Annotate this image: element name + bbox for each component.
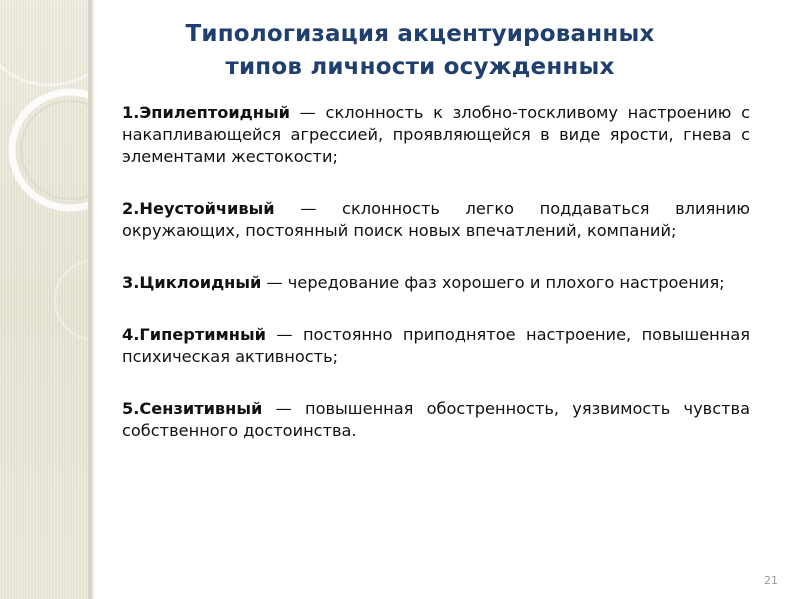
item-term: 3.Циклоидный <box>122 273 262 292</box>
list-item-cycloid <box>122 272 750 294</box>
item-description: — постоянно приподнятое настроение, повышенная психическая активность; <box>122 325 750 366</box>
decorative-circles-graphic <box>0 0 88 599</box>
sidebar-divider-highlight <box>92 0 94 599</box>
decorative-sidebar <box>0 0 88 599</box>
item-term: 5.Сензитивный <box>122 399 263 418</box>
item-term: 2.Неустойчивый <box>122 199 275 218</box>
list-item-hyperthymic <box>122 324 750 368</box>
item-term: 1.Эпилептоидный <box>122 103 290 122</box>
item-description: — чередование фаз хорошего и плохого настроения; <box>261 273 725 292</box>
page-number: 21 <box>764 574 778 587</box>
list-item-unstable <box>122 198 750 242</box>
slide-title-line-1: Типологизация акцентуированных <box>185 21 655 47</box>
item-description: — повышенная обостренность, уязвимость чувства собственного достоинства. <box>122 399 750 440</box>
slide-content <box>122 102 750 442</box>
item-description: — склонность к злобно-тоскливому настроению с накапливающейся агрессией, проявляющейся в виде ярости, гнева с элементами жестокости; <box>122 103 750 166</box>
slide-title <box>100 18 740 84</box>
item-description: — склонность легко поддаваться влиянию окружающих, постоянный поиск новых впечатлений, компаний; <box>122 199 750 240</box>
list-item-epileptoid <box>122 102 750 168</box>
item-term: 4.Гипертимный <box>122 325 266 344</box>
slide-title-line-2: типов личности осужденных <box>225 54 615 80</box>
list-item-sensitive <box>122 398 750 442</box>
